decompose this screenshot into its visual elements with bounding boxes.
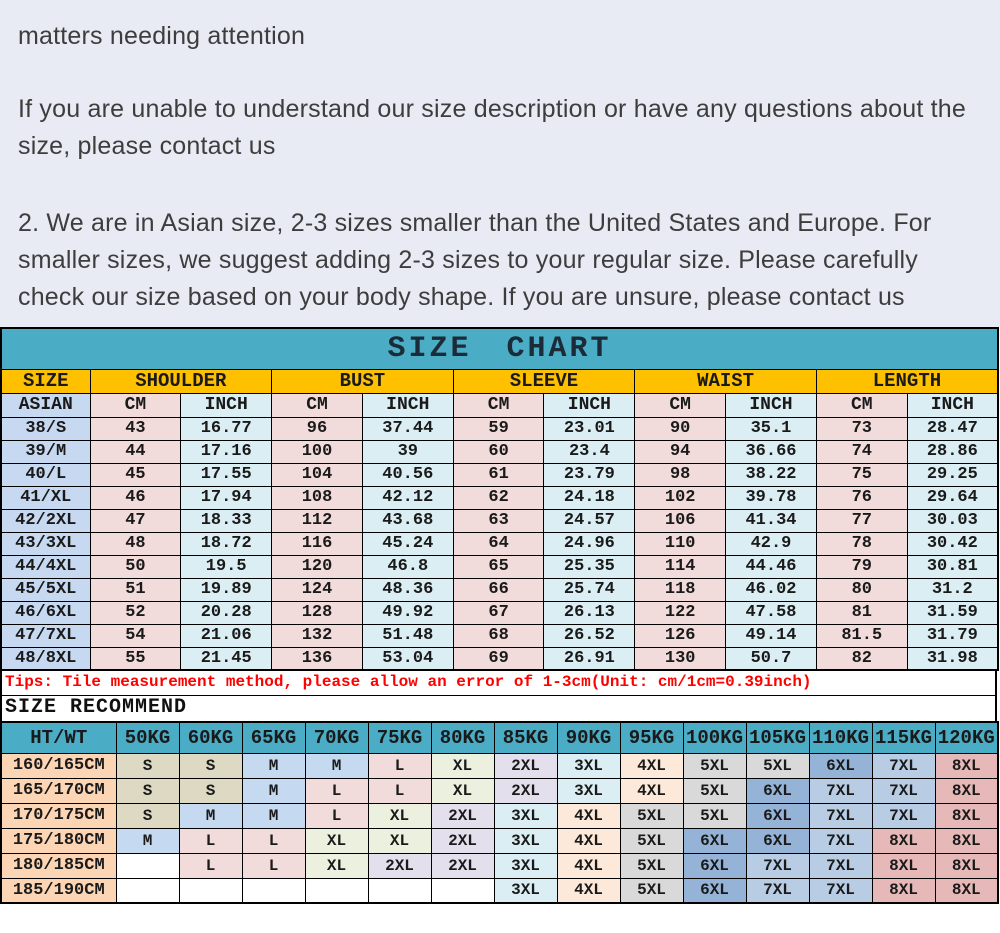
recommended-size-cell: 6XL	[683, 853, 746, 878]
recommended-size-cell: XL	[431, 753, 494, 778]
recommended-size-cell: 5XL	[620, 878, 683, 903]
measurement-value: 62	[453, 486, 544, 509]
measurement-value: 75	[816, 463, 907, 486]
measurement-value: 21.06	[181, 624, 272, 647]
measurement-value: 24.57	[544, 509, 635, 532]
measurement-value: 23.4	[544, 440, 635, 463]
recommended-size-cell: L	[368, 778, 431, 803]
measurement-value: 59	[453, 417, 544, 440]
measurement-value: 122	[635, 601, 726, 624]
size-chart-row	[1, 532, 998, 555]
height-range-label: 175/180CM	[1, 828, 116, 853]
recommended-size-cell: XL	[305, 853, 368, 878]
recommended-size-cell: 4XL	[620, 753, 683, 778]
recommended-size-cell: 2XL	[431, 803, 494, 828]
recommended-size-cell: L	[305, 803, 368, 828]
measurement-value: 28.47	[907, 417, 998, 440]
recommended-size-cell: 8XL	[872, 828, 935, 853]
measurement-value: 19.5	[181, 555, 272, 578]
measurement-value: 17.16	[181, 440, 272, 463]
measurement-value: 44	[90, 440, 181, 463]
size-label: 46/6XL	[1, 601, 90, 624]
measurement-value: 49.14	[726, 624, 817, 647]
measurement-value: 30.42	[907, 532, 998, 555]
recommend-row	[1, 803, 998, 828]
measurement-value: 50	[90, 555, 181, 578]
measure-group-header: WAIST	[635, 369, 817, 393]
measurement-value: 31.2	[907, 578, 998, 601]
recommended-size-cell: 2XL	[431, 853, 494, 878]
recommend-header-row	[1, 722, 998, 753]
measurement-value: 74	[816, 440, 907, 463]
measure-group-header: BUST	[272, 369, 454, 393]
size-recommend-heading: SIZE RECOMMEND	[0, 696, 997, 721]
measurement-value: 96	[272, 417, 363, 440]
recommended-size-cell: 3XL	[494, 828, 557, 853]
size-chart-row	[1, 555, 998, 578]
size-chart-table	[0, 327, 999, 671]
measurement-value: 24.96	[544, 532, 635, 555]
notice-section	[0, 0, 1000, 327]
size-chart-header-row	[1, 369, 998, 393]
recommended-size-cell	[305, 878, 368, 903]
recommended-size-cell: M	[179, 803, 242, 828]
recommended-size-cell: 8XL	[935, 778, 998, 803]
recommended-size-cell	[368, 878, 431, 903]
recommended-size-cell: 2XL	[494, 778, 557, 803]
recommended-size-cell: 8XL	[872, 878, 935, 903]
measurement-value: 40.56	[362, 463, 453, 486]
measurement-value: 16.77	[181, 417, 272, 440]
measurement-value: 132	[272, 624, 363, 647]
measurement-value: 43	[90, 417, 181, 440]
weight-column-header: 105KG	[746, 722, 809, 753]
measurement-value: 120	[272, 555, 363, 578]
recommended-size-cell: 5XL	[683, 778, 746, 803]
recommended-size-cell: 4XL	[557, 828, 620, 853]
size-label: 45/5XL	[1, 578, 90, 601]
recommended-size-cell: 8XL	[935, 853, 998, 878]
measurement-value: 98	[635, 463, 726, 486]
size-chart-title-row	[1, 328, 998, 369]
recommended-size-cell: 2XL	[431, 828, 494, 853]
recommended-size-cell: S	[179, 753, 242, 778]
size-recommend-table	[0, 721, 999, 904]
recommended-size-cell: 2XL	[368, 853, 431, 878]
measurement-value: 82	[816, 647, 907, 670]
measurement-value: 30.81	[907, 555, 998, 578]
recommend-row	[1, 853, 998, 878]
recommended-size-cell: 3XL	[494, 878, 557, 903]
height-range-label: 160/165CM	[1, 753, 116, 778]
measurement-value: 81.5	[816, 624, 907, 647]
recommended-size-cell: 5XL	[620, 828, 683, 853]
recommended-size-cell: 8XL	[935, 878, 998, 903]
measurement-value: 26.52	[544, 624, 635, 647]
measurement-value: 68	[453, 624, 544, 647]
measurement-value: 100	[272, 440, 363, 463]
recommended-size-cell: L	[179, 828, 242, 853]
recommended-size-cell	[116, 878, 179, 903]
measurement-value: 48.36	[362, 578, 453, 601]
size-tables-section	[0, 327, 997, 904]
measurement-value: 116	[272, 532, 363, 555]
measurement-value: 112	[272, 509, 363, 532]
recommended-size-cell: 7XL	[809, 853, 872, 878]
recommended-size-cell: S	[116, 803, 179, 828]
measurement-value: 47	[90, 509, 181, 532]
recommended-size-cell	[179, 878, 242, 903]
recommended-size-cell: 5XL	[620, 803, 683, 828]
recommended-size-cell: 3XL	[494, 803, 557, 828]
measurement-value: 49.92	[362, 601, 453, 624]
recommended-size-cell: 7XL	[872, 803, 935, 828]
notice-paragraph-2: 2. We are in Asian size, 2-3 sizes smaller than the United States and Europe. For smaller sizes, we suggest adding 2-3 sizes to your regular size. Please carefully check our size based on your body shape. If you are unsure, please contact us	[18, 209, 932, 311]
weight-column-header: 70KG	[305, 722, 368, 753]
recommended-size-cell: 8XL	[935, 803, 998, 828]
recommended-size-cell: L	[242, 828, 305, 853]
recommend-row	[1, 828, 998, 853]
measurement-value: 118	[635, 578, 726, 601]
recommended-size-cell: 7XL	[746, 853, 809, 878]
recommended-size-cell: 4XL	[620, 778, 683, 803]
recommended-size-cell: 6XL	[746, 803, 809, 828]
measurement-value: 37.44	[362, 417, 453, 440]
notice-title: matters needing attention	[18, 22, 306, 50]
size-label: 41/XL	[1, 486, 90, 509]
measurement-value: 41.34	[726, 509, 817, 532]
measurement-value: 77	[816, 509, 907, 532]
recommended-size-cell: L	[179, 853, 242, 878]
measurement-value: 67	[453, 601, 544, 624]
height-range-label: 165/170CM	[1, 778, 116, 803]
measurement-value: 17.55	[181, 463, 272, 486]
weight-column-header: 85KG	[494, 722, 557, 753]
size-chart-row	[1, 601, 998, 624]
recommended-size-cell: 6XL	[683, 828, 746, 853]
measurement-value: 78	[816, 532, 907, 555]
measurement-value: 31.98	[907, 647, 998, 670]
measurement-value: 31.79	[907, 624, 998, 647]
recommended-size-cell: 7XL	[809, 878, 872, 903]
measurement-value: 29.25	[907, 463, 998, 486]
size-label: 47/7XL	[1, 624, 90, 647]
measurement-value: 106	[635, 509, 726, 532]
recommended-size-cell: 8XL	[872, 853, 935, 878]
recommend-row	[1, 753, 998, 778]
measurement-value: 25.74	[544, 578, 635, 601]
recommended-size-cell: 3XL	[557, 753, 620, 778]
measurement-value: 51.48	[362, 624, 453, 647]
measure-group-header: SHOULDER	[90, 369, 272, 393]
size-chart-row	[1, 509, 998, 532]
size-label: 42/2XL	[1, 509, 90, 532]
size-label: 43/3XL	[1, 532, 90, 555]
measurement-value: 114	[635, 555, 726, 578]
size-chart-row	[1, 624, 998, 647]
weight-column-header: 75KG	[368, 722, 431, 753]
measurement-value: 81	[816, 601, 907, 624]
recommended-size-cell: 7XL	[872, 753, 935, 778]
measurement-value: 64	[453, 532, 544, 555]
measurement-value: 63	[453, 509, 544, 532]
recommended-size-cell: 3XL	[557, 778, 620, 803]
measurement-value: 38.22	[726, 463, 817, 486]
measurement-value: 30.03	[907, 509, 998, 532]
recommended-size-cell: XL	[305, 828, 368, 853]
measurement-value: 42.9	[726, 532, 817, 555]
weight-column-header: 100KG	[683, 722, 746, 753]
measurement-value: 124	[272, 578, 363, 601]
measurement-value: 136	[272, 647, 363, 670]
size-chart-row	[1, 486, 998, 509]
size-chart-row	[1, 647, 998, 670]
recommended-size-cell: L	[368, 753, 431, 778]
measurement-value: 21.45	[181, 647, 272, 670]
measurement-value: 24.18	[544, 486, 635, 509]
size-column-header: SIZE	[1, 369, 90, 393]
measurement-value: 39	[362, 440, 453, 463]
recommend-row	[1, 778, 998, 803]
size-chart-row	[1, 463, 998, 486]
unit-header: CM	[635, 393, 726, 417]
recommended-size-cell: M	[305, 753, 368, 778]
measurement-value: 46.8	[362, 555, 453, 578]
recommended-size-cell: 7XL	[746, 878, 809, 903]
size-label: 44/4XL	[1, 555, 90, 578]
recommended-size-cell: 8XL	[935, 753, 998, 778]
recommended-size-cell: 7XL	[872, 778, 935, 803]
measurement-value: 73	[816, 417, 907, 440]
weight-column-header: 80KG	[431, 722, 494, 753]
recommended-size-cell: 5XL	[746, 753, 809, 778]
measurement-value: 46.02	[726, 578, 817, 601]
asian-label: ASIAN	[1, 393, 90, 417]
height-range-label: 180/185CM	[1, 853, 116, 878]
measurement-value: 76	[816, 486, 907, 509]
unit-header: CM	[90, 393, 181, 417]
measurement-value: 45.24	[362, 532, 453, 555]
measurement-value: 47.58	[726, 601, 817, 624]
measurement-value: 46	[90, 486, 181, 509]
height-weight-corner-header: HT/WT	[1, 722, 116, 753]
measurement-value: 66	[453, 578, 544, 601]
measurement-value: 48	[90, 532, 181, 555]
measurement-value: 108	[272, 486, 363, 509]
size-label: 40/L	[1, 463, 90, 486]
measurement-value: 17.94	[181, 486, 272, 509]
unit-header: INCH	[726, 393, 817, 417]
weight-column-header: 120KG	[935, 722, 998, 753]
recommended-size-cell	[116, 853, 179, 878]
recommend-row	[1, 878, 998, 903]
measurement-value: 43.68	[362, 509, 453, 532]
measure-group-header: LENGTH	[816, 369, 998, 393]
weight-column-header: 60KG	[179, 722, 242, 753]
measurement-value: 25.35	[544, 555, 635, 578]
measurement-value: 18.72	[181, 532, 272, 555]
notice-paragraph-1: If you are unable to understand our size description or have any questions about the size, please contact us	[18, 95, 966, 160]
size-chart-row	[1, 417, 998, 440]
unit-header: INCH	[362, 393, 453, 417]
size-chart-row	[1, 440, 998, 463]
recommended-size-cell: XL	[368, 803, 431, 828]
recommended-size-cell: S	[179, 778, 242, 803]
recommended-size-cell: 4XL	[557, 853, 620, 878]
recommended-size-cell: M	[242, 753, 305, 778]
size-chart-title: SIZE CHART	[1, 328, 998, 369]
unit-header: INCH	[181, 393, 272, 417]
weight-column-header: 95KG	[620, 722, 683, 753]
recommended-size-cell: 4XL	[557, 803, 620, 828]
recommended-size-cell: L	[305, 778, 368, 803]
size-label: 38/S	[1, 417, 90, 440]
measurement-value: 102	[635, 486, 726, 509]
recommended-size-cell: S	[116, 753, 179, 778]
recommended-size-cell: 4XL	[557, 878, 620, 903]
measurement-value: 26.91	[544, 647, 635, 670]
measurement-value: 130	[635, 647, 726, 670]
recommended-size-cell: 6XL	[746, 778, 809, 803]
recommended-size-cell	[242, 878, 305, 903]
recommended-size-cell: 5XL	[683, 803, 746, 828]
measurement-value: 126	[635, 624, 726, 647]
recommended-size-cell: XL	[431, 778, 494, 803]
measurement-value: 60	[453, 440, 544, 463]
recommended-size-cell: 5XL	[620, 853, 683, 878]
measurement-value: 45	[90, 463, 181, 486]
measurement-value: 39.78	[726, 486, 817, 509]
measurement-value: 55	[90, 647, 181, 670]
unit-header: INCH	[907, 393, 998, 417]
weight-column-header: 50KG	[116, 722, 179, 753]
recommended-size-cell: S	[116, 778, 179, 803]
recommended-size-cell: 7XL	[809, 828, 872, 853]
measurement-value: 51	[90, 578, 181, 601]
measurement-value: 104	[272, 463, 363, 486]
measurement-value: 28.86	[907, 440, 998, 463]
measurement-value: 61	[453, 463, 544, 486]
height-range-label: 170/175CM	[1, 803, 116, 828]
measurement-value: 23.79	[544, 463, 635, 486]
recommended-size-cell: L	[242, 853, 305, 878]
weight-column-header: 90KG	[557, 722, 620, 753]
measurement-value: 42.12	[362, 486, 453, 509]
unit-header: CM	[453, 393, 544, 417]
measurement-value: 50.7	[726, 647, 817, 670]
measurement-value: 19.89	[181, 578, 272, 601]
weight-column-header: 110KG	[809, 722, 872, 753]
measurement-value: 53.04	[362, 647, 453, 670]
measurement-value: 44.46	[726, 555, 817, 578]
recommended-size-cell: 2XL	[494, 753, 557, 778]
size-label: 39/M	[1, 440, 90, 463]
measurement-value: 79	[816, 555, 907, 578]
weight-column-header: 115KG	[872, 722, 935, 753]
measurement-value: 31.59	[907, 601, 998, 624]
measurement-value: 94	[635, 440, 726, 463]
recommended-size-cell: M	[242, 803, 305, 828]
measurement-value: 29.64	[907, 486, 998, 509]
recommended-size-cell: 7XL	[809, 778, 872, 803]
measurement-value: 23.01	[544, 417, 635, 440]
recommended-size-cell: 3XL	[494, 853, 557, 878]
tips-note: Tips: Tile measurement method, please allow an error of 1-3cm(Unit: cm/1cm=0.39inch)	[0, 671, 997, 696]
measurement-value: 52	[90, 601, 181, 624]
unit-header: CM	[272, 393, 363, 417]
measurement-value: 35.1	[726, 417, 817, 440]
unit-header: INCH	[544, 393, 635, 417]
recommended-size-cell: 5XL	[683, 753, 746, 778]
recommended-size-cell: 8XL	[935, 828, 998, 853]
measurement-value: 110	[635, 532, 726, 555]
measurement-value: 128	[272, 601, 363, 624]
measurement-value: 69	[453, 647, 544, 670]
measurement-value: 80	[816, 578, 907, 601]
measurement-value: 65	[453, 555, 544, 578]
height-range-label: 185/190CM	[1, 878, 116, 903]
recommended-size-cell: 6XL	[746, 828, 809, 853]
measure-group-header: SLEEVE	[453, 369, 635, 393]
recommended-size-cell	[431, 878, 494, 903]
recommended-size-cell: 7XL	[809, 803, 872, 828]
recommended-size-cell: XL	[368, 828, 431, 853]
weight-column-header: 65KG	[242, 722, 305, 753]
recommended-size-cell: M	[242, 778, 305, 803]
recommended-size-cell: 6XL	[683, 878, 746, 903]
size-label: 48/8XL	[1, 647, 90, 670]
unit-header: CM	[816, 393, 907, 417]
size-chart-unit-row	[1, 393, 998, 417]
recommended-size-cell: 6XL	[809, 753, 872, 778]
measurement-value: 18.33	[181, 509, 272, 532]
recommended-size-cell: M	[116, 828, 179, 853]
measurement-value: 90	[635, 417, 726, 440]
measurement-value: 36.66	[726, 440, 817, 463]
measurement-value: 26.13	[544, 601, 635, 624]
size-chart-row	[1, 578, 998, 601]
measurement-value: 20.28	[181, 601, 272, 624]
measurement-value: 54	[90, 624, 181, 647]
